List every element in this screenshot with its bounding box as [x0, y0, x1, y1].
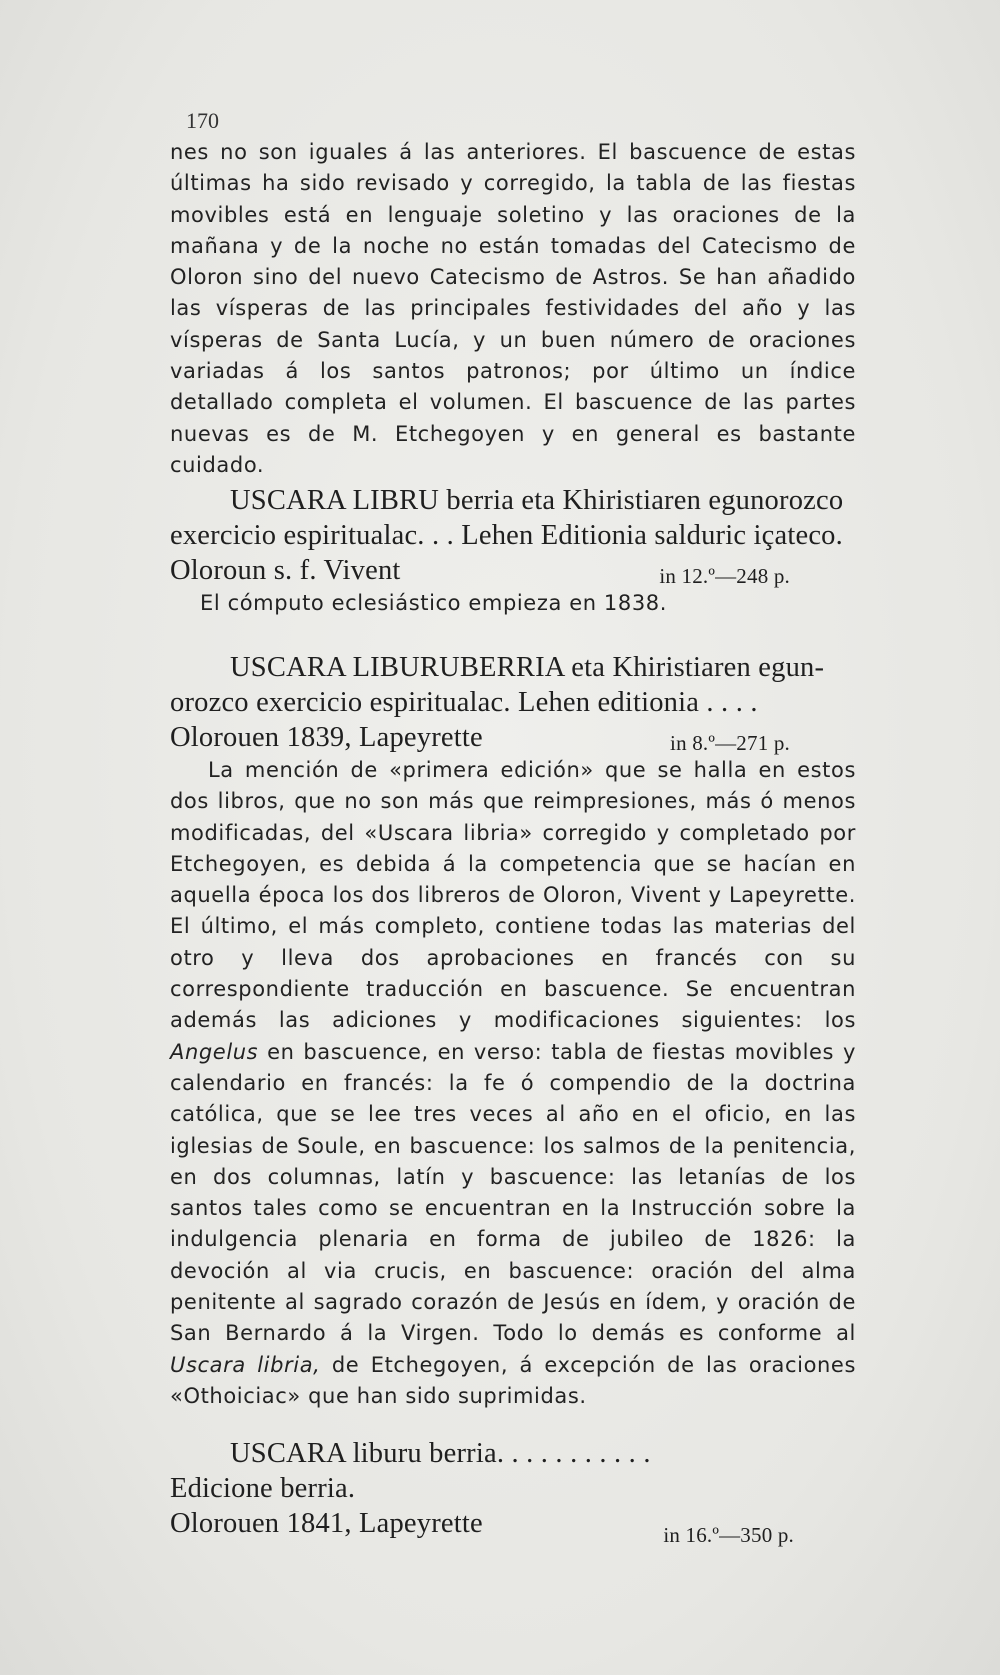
entry-format: in 8.º—271 p.	[670, 731, 790, 755]
bibliography-entry-1	[170, 483, 860, 588]
entry-imprint-line	[170, 1506, 860, 1547]
italic-title: Angelus	[170, 1039, 259, 1064]
entry-publisher: Oloroun s. f. Vivent	[170, 555, 401, 586]
entry-note: El cómputo eclesiástico empieza en 1838.	[200, 591, 668, 615]
text-run: de Etchegoyen, á excepción de las oraciones «Othoiciac» que han sido suprimidas.	[170, 1352, 856, 1408]
entry-title-line: exercicio espiritualac. . . Lehen Editionia salduric içateco.	[170, 520, 843, 551]
bibliography-entry-3	[170, 1436, 860, 1547]
page-number: 170	[186, 108, 219, 133]
bibliography-entry-2	[170, 650, 860, 755]
entry-title-line: USCARA LIBRU berria eta Khiristiaren egunorozco	[230, 485, 844, 516]
entry-title-line: Edicione berria.	[170, 1473, 356, 1504]
entry-format: in 16.º—350 p.	[663, 1523, 794, 1547]
entry-title-line: USCARA LIBURUBERRIA eta Khiristiaren egun-	[230, 652, 825, 683]
entry-format: in 12.º—248 p.	[659, 564, 790, 588]
entry-title-line: USCARA liburu berria. . . . . . . . . . .	[230, 1438, 651, 1469]
text-run: en bascuence, en verso: tabla de fiestas movibles y calendario en francés: la fe ó compendio de la doctrina católica, que se lee tres veces al año en el oficio, en las iglesias de Soule, en bascuence: los salmos de la penitencia, en dos columnas, latín y bascuence: las letanías de los santos tales como se encuentran en la Instrucción sobre la indulgencia plenaria en forma de jubileo de 1826: la devoción al via crucis, en bascuence: oración del alma penitente al sagrado corazón de Jesús en ídem, y oración de San Bernardo á la Virgen. Todo lo demás es conforme al	[170, 1039, 856, 1346]
text-run: La mención de «primera edición» que se halla en estos dos libros, que no son más que reimpresiones, más ó menos modificadas, del «Uscara libria» corregido y completado por Etchegoyen, es debida á la competencia que se hacían en aquella época los dos libreros de Oloron, Vivent y Lapeyrette. El último, el más completo, contiene todas las materias del otro y lleva dos aprobaciones en francés con su correspondiente traducción en bascuence. Se encuentran además las adiciones y modificaciones siguientes: los	[170, 758, 856, 1033]
paragraph-continuation: nes no son iguales á las anteriores. El bascuence de estas últimas ha sido revisado y corregido, la tabla de las fiestas movibles está en lenguaje soletino y las oraciones de la mañana y de la noche no están tomadas del Catecismo de Oloron sino del nuevo Catecismo de Astros. Se han añadido las vísperas de las principales festividades del año y las vísperas de Santa Lucía, y un buen número de oraciones variadas á los santos patronos; por último un índice detallado completa el volumen. El bascuence de las partes nuevas es de M. Etchegoyen y en general es bastante cuidado.	[170, 140, 856, 477]
entry-commentary	[170, 755, 856, 1412]
entry-publisher: Olorouen 1839, Lapeyrette	[170, 722, 483, 753]
italic-title: Uscara libria,	[170, 1352, 321, 1377]
entry-imprint-line	[170, 553, 860, 588]
entry-publisher: Olorouen 1841, Lapeyrette	[170, 1508, 483, 1539]
entry-title-line: orozco exercicio espiritualac. Lehen editionia . . . .	[170, 687, 758, 718]
entry-imprint-line	[170, 720, 860, 755]
